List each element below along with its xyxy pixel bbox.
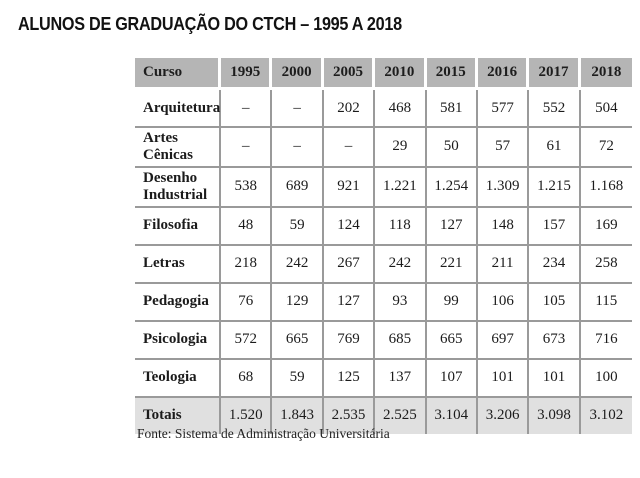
- value-cell: 581: [427, 90, 478, 128]
- table-row: [135, 128, 632, 168]
- value-cell: 101: [478, 360, 529, 398]
- value-cell: 57: [478, 128, 529, 168]
- value-cell: 1.221: [375, 168, 426, 208]
- value-cell: 3.102: [581, 398, 632, 434]
- value-cell: 99: [427, 284, 478, 322]
- value-cell: 577: [478, 90, 529, 128]
- value-cell: 1.254: [427, 168, 478, 208]
- value-cell: 50: [427, 128, 478, 168]
- course-name-cell: Psicologia: [135, 322, 221, 360]
- value-cell: 93: [375, 284, 426, 322]
- value-cell: 921: [324, 168, 375, 208]
- page-title: ALUNOS DE GRADUAÇÃO DO CTCH – 1995 A 2018: [18, 14, 402, 34]
- value-cell: 1.215: [529, 168, 580, 208]
- value-cell: 105: [529, 284, 580, 322]
- column-header-year: 2016: [478, 58, 529, 90]
- course-name-cell: Desenho Industrial: [135, 168, 221, 208]
- value-cell: 552: [529, 90, 580, 128]
- value-cell: 665: [427, 322, 478, 360]
- value-cell: 504: [581, 90, 632, 128]
- value-cell: 115: [581, 284, 632, 322]
- value-cell: 202: [324, 90, 375, 128]
- value-cell: 100: [581, 360, 632, 398]
- value-cell: 689: [272, 168, 323, 208]
- value-cell: 716: [581, 322, 632, 360]
- value-cell: 127: [324, 284, 375, 322]
- value-cell: 157: [529, 208, 580, 246]
- value-cell: 572: [221, 322, 272, 360]
- course-name-cell: Teologia: [135, 360, 221, 398]
- table-row: [135, 284, 632, 322]
- table-header: [135, 58, 632, 90]
- course-name-cell: Letras: [135, 246, 221, 284]
- value-cell: 68: [221, 360, 272, 398]
- value-cell: 106: [478, 284, 529, 322]
- value-cell: 59: [272, 360, 323, 398]
- value-cell: 127: [427, 208, 478, 246]
- course-name-cell: Artes Cênicas: [135, 128, 221, 168]
- header-row: [135, 58, 632, 90]
- value-cell: 769: [324, 322, 375, 360]
- value-cell: 218: [221, 246, 272, 284]
- value-cell: 59: [272, 208, 323, 246]
- value-cell: –: [221, 90, 272, 128]
- value-cell: 1.843: [272, 398, 323, 434]
- table-row: [135, 90, 632, 128]
- course-name-cell: Arquitetura: [135, 90, 221, 128]
- course-name-cell: Totais: [135, 398, 221, 434]
- column-header-year: 2005: [324, 58, 375, 90]
- table-row: [135, 360, 632, 398]
- value-cell: 234: [529, 246, 580, 284]
- value-cell: 3.098: [529, 398, 580, 434]
- value-cell: 72: [581, 128, 632, 168]
- value-cell: 125: [324, 360, 375, 398]
- enrollment-table: [135, 58, 632, 434]
- course-name-cell: Filosofia: [135, 208, 221, 246]
- value-cell: 1.168: [581, 168, 632, 208]
- value-cell: 267: [324, 246, 375, 284]
- value-cell: 665: [272, 322, 323, 360]
- value-cell: –: [324, 128, 375, 168]
- value-cell: 697: [478, 322, 529, 360]
- value-cell: 468: [375, 90, 426, 128]
- value-cell: 2.525: [375, 398, 426, 434]
- value-cell: 211: [478, 246, 529, 284]
- value-cell: 3.104: [427, 398, 478, 434]
- value-cell: 1.309: [478, 168, 529, 208]
- value-cell: 124: [324, 208, 375, 246]
- value-cell: –: [272, 128, 323, 168]
- value-cell: 242: [375, 246, 426, 284]
- value-cell: 48: [221, 208, 272, 246]
- table-body: [135, 90, 632, 434]
- value-cell: 169: [581, 208, 632, 246]
- value-cell: 118: [375, 208, 426, 246]
- table-row: [135, 246, 632, 284]
- value-cell: 76: [221, 284, 272, 322]
- column-header-year: 2015: [427, 58, 478, 90]
- column-header-year: 2018: [581, 58, 632, 90]
- course-name-cell: Pedagogia: [135, 284, 221, 322]
- value-cell: –: [272, 90, 323, 128]
- value-cell: 29: [375, 128, 426, 168]
- value-cell: 148: [478, 208, 529, 246]
- column-header-curso: Curso: [135, 58, 221, 90]
- value-cell: 61: [529, 128, 580, 168]
- column-header-year: 1995: [221, 58, 272, 90]
- value-cell: 101: [529, 360, 580, 398]
- value-cell: 137: [375, 360, 426, 398]
- value-cell: 221: [427, 246, 478, 284]
- value-cell: 242: [272, 246, 323, 284]
- column-header-year: 2010: [375, 58, 426, 90]
- value-cell: 685: [375, 322, 426, 360]
- table-row: [135, 208, 632, 246]
- value-cell: 258: [581, 246, 632, 284]
- value-cell: 3.206: [478, 398, 529, 434]
- column-header-year: 2017: [529, 58, 580, 90]
- value-cell: 2.535: [324, 398, 375, 434]
- value-cell: 673: [529, 322, 580, 360]
- table-row: [135, 322, 632, 360]
- value-cell: 129: [272, 284, 323, 322]
- value-cell: 1.520: [221, 398, 272, 434]
- value-cell: 107: [427, 360, 478, 398]
- source-note: Fonte: Sistema de Administração Universitária: [137, 426, 390, 441]
- value-cell: –: [221, 128, 272, 168]
- table-row: [135, 168, 632, 208]
- column-header-year: 2000: [272, 58, 323, 90]
- value-cell: 538: [221, 168, 272, 208]
